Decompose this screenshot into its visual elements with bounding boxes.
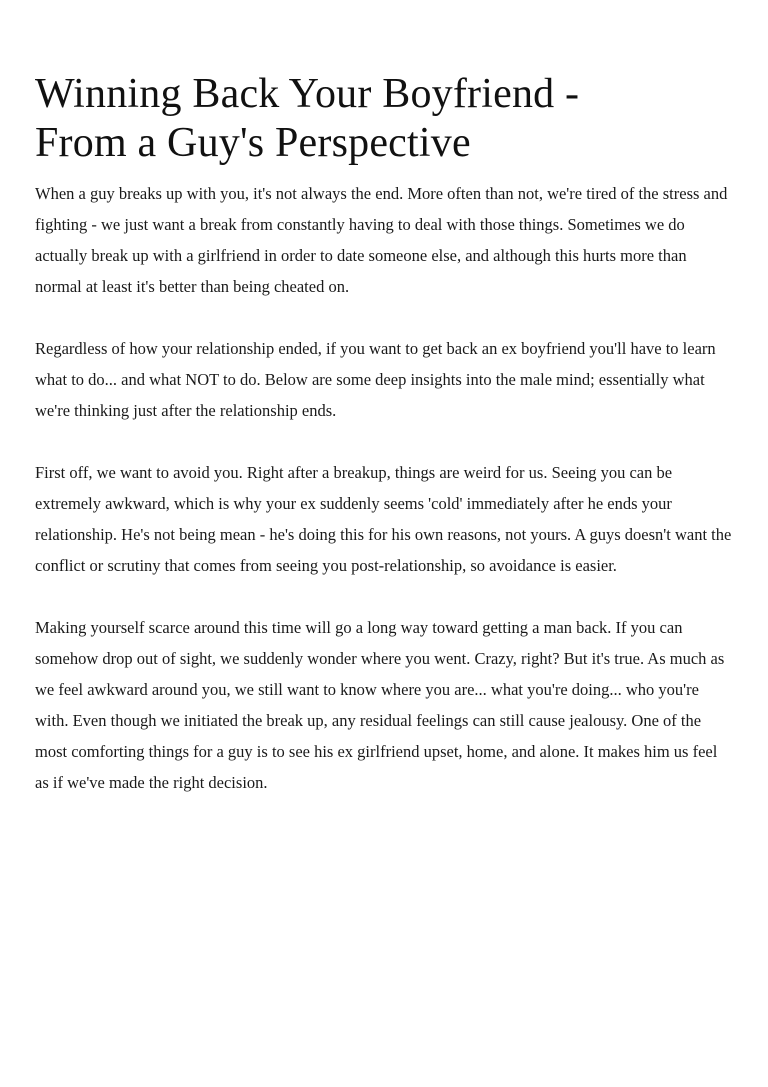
paragraph-4: Making yourself scarce around this time will go a long way toward getting a man back. If you can somehow drop out of sight, we suddenly wonder where you went. Crazy, right? But it's true. As much as we feel awkward around you, we still want to know where you are... what you're doing... who you're with. Even though we initiated the break up, any residual feelings can still cause jealousy. One of the most comforting things for a guy is to see his ex girlfriend upset, home, and alone. It makes him us feel as if we've made the right decision. <box>35 618 725 792</box>
paragraph-3: First off, we want to avoid you. Right after a breakup, things are weird for us. Seeing you can be extremely awkward, which is why your ex suddenly seems 'cold' immediately after he ends your relationship. He's not being mean - he's doing this for his own reasons, not yours. A guys doesn't want the conflict or scrutiny that comes from seeing you post-relationship, so avoidance is easier. <box>35 463 732 575</box>
paragraph-1: When a guy breaks up with you, it's not always the end. More often than not, we're tired of the stress and fighting - we just want a break from constantly having to deal with those things. Sometimes we do actually break up with a girlfriend in order to date someone else, and although this hurts more than normal at least it's better than being cheated on. <box>35 184 728 296</box>
document-content <box>35 70 735 829</box>
paragraph-2: Regardless of how your relationship ended, if you want to get back an ex boyfriend you'll have to learn what to do... and what NOT to do. Below are some deep insights into the male mind; essentially what we're thinking just after the relationship ends. <box>35 339 716 420</box>
document-body <box>35 178 735 798</box>
page-title: Winning Back Your Boyfriend - From a Guy's Perspective <box>35 71 580 166</box>
